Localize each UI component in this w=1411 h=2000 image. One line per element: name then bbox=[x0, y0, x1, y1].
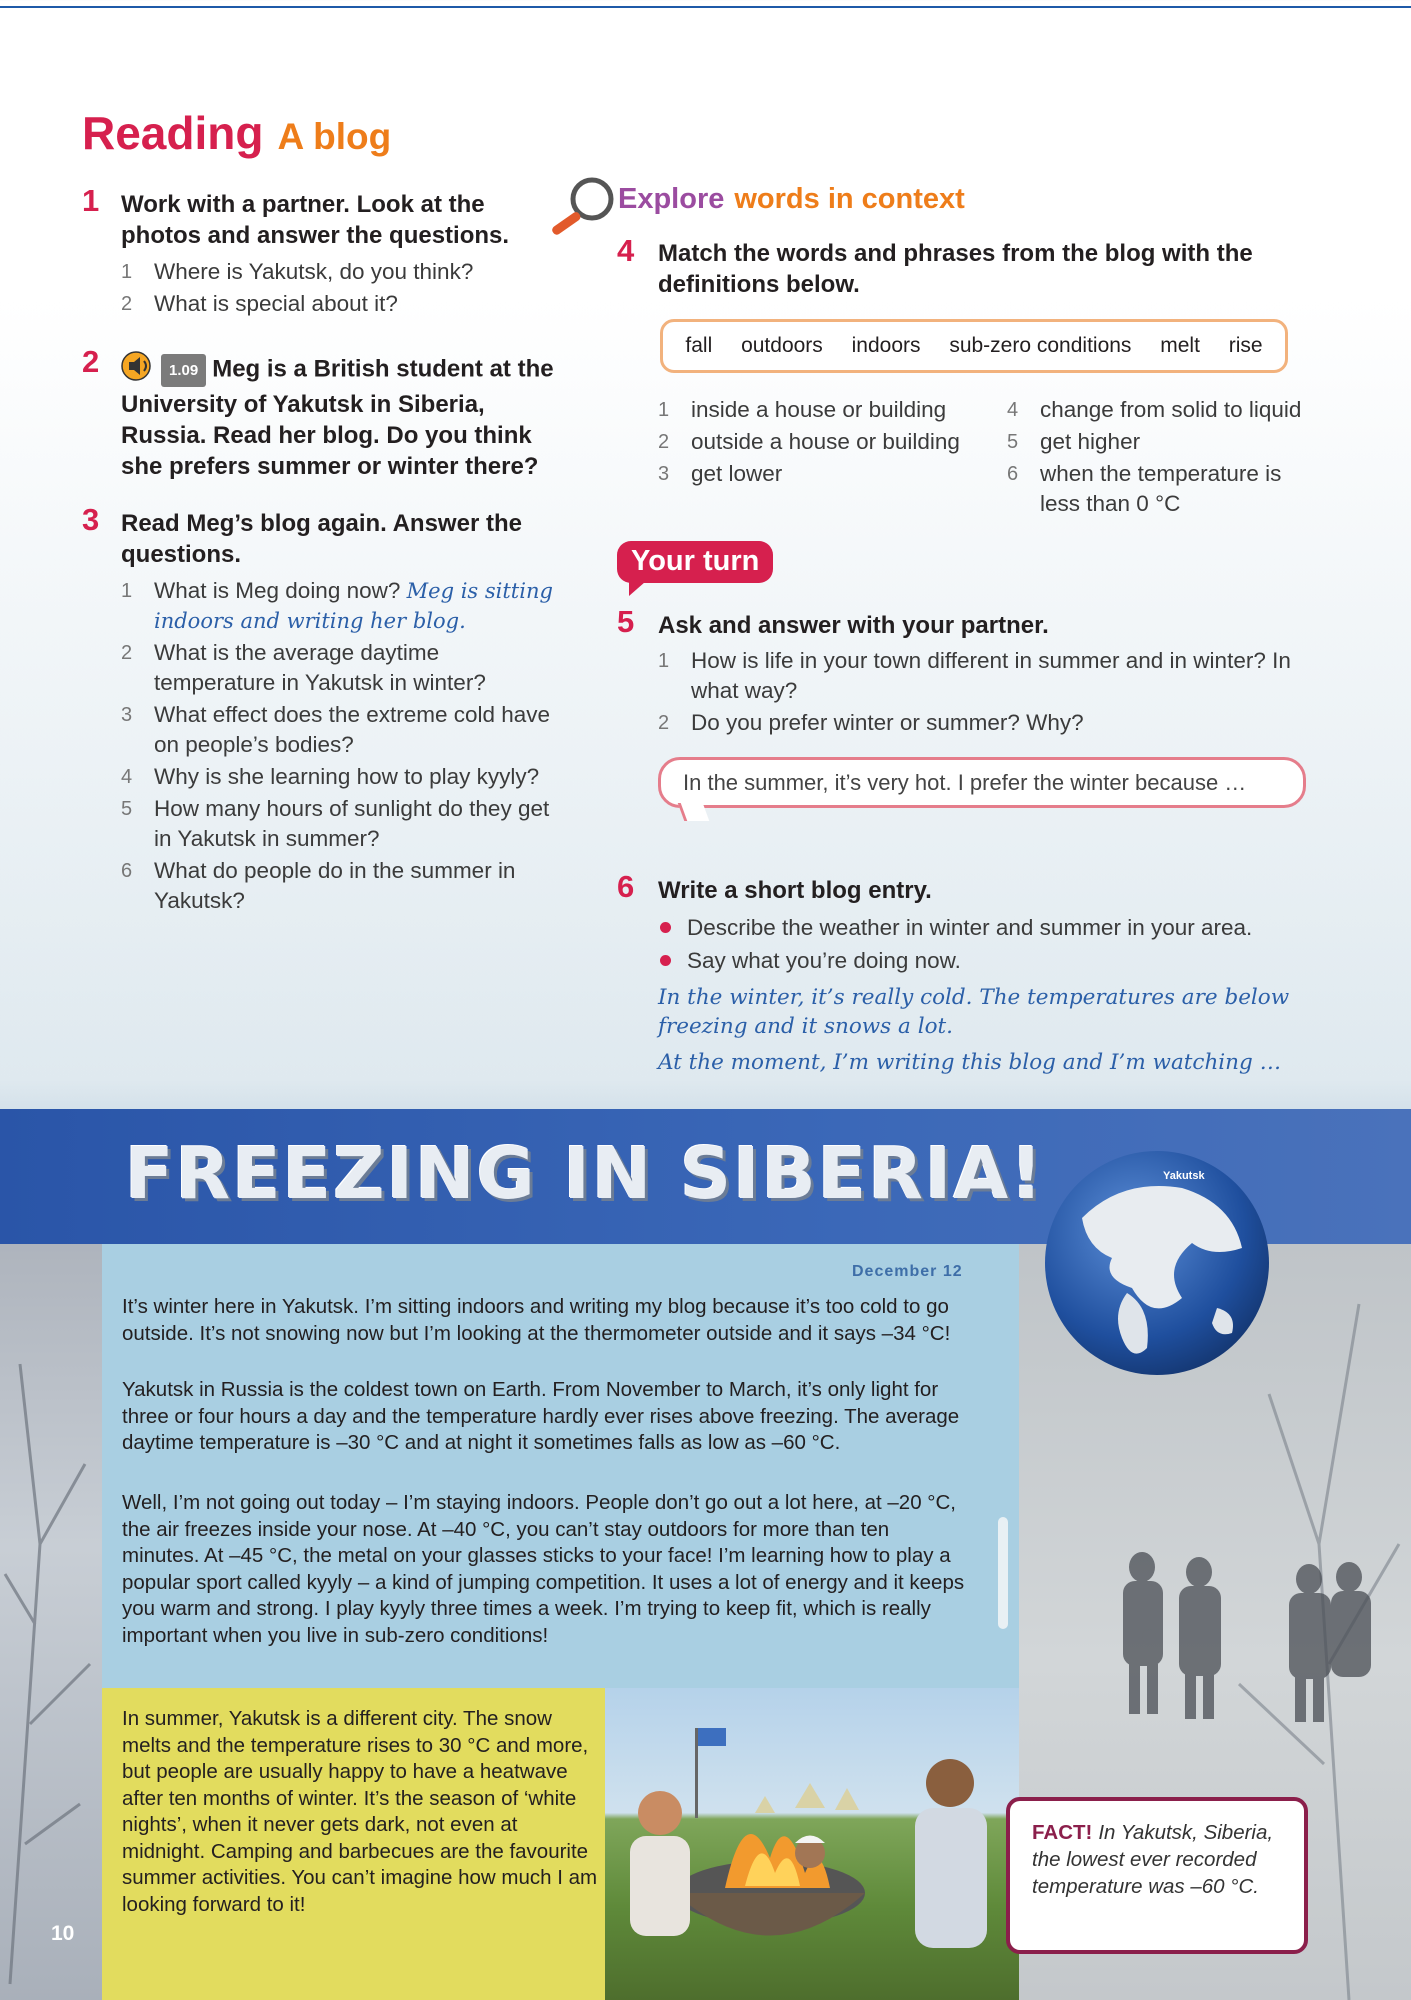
word-item: outdoors bbox=[741, 334, 823, 357]
speaker-icon[interactable] bbox=[121, 351, 157, 389]
blog-date: December 12 bbox=[852, 1263, 963, 1280]
ex4-instruction: Match the words and phrases from the blog with the definitions below. bbox=[658, 240, 1253, 298]
ex1-instruction: Work with a partner. Look at the photos and answer the questions. bbox=[121, 191, 510, 249]
word-box bbox=[660, 319, 1288, 373]
ex6-example-1: In the winter, it’s really cold. The temperatures are below freezing and it snows a lot. bbox=[658, 985, 1290, 1039]
blog-paragraph-3: Well, I’m not going out today – I’m staying indoors. People don’t go out a lot here, at –20 °C, the air freezes inside your nose. At –40 °C, you can’t stay outdoors for more than ten minutes. At –45 °C, the metal on your glasses sticks to your face! I’m learning how to play a popular sport called kyyly – a kind of jumping competition. It uses a lot of energy and it keeps you warm and strong. I play kyyly three times a week. I’m trying to keep fit, which is really important when you live in sub-zero conditions! bbox=[122, 1491, 965, 1647]
list-item: 3 get lower bbox=[658, 461, 783, 486]
explore-heading: Explore words in context bbox=[618, 183, 965, 215]
page-title bbox=[82, 106, 391, 160]
ex2-instruction: 1.09 Meg is a British student at the University of Yakutsk in Siberia, Russia. Read her blog. Do you think she prefers summer or winter there? bbox=[121, 351, 567, 482]
ex4-definitions-right bbox=[1007, 395, 1337, 521]
audio-track-badge: 1.09 bbox=[161, 354, 206, 387]
fact-box bbox=[1006, 1797, 1308, 1954]
ex1-number: 1 bbox=[82, 183, 100, 218]
list-item: 6 What do people do in the summer in Yakutsk? bbox=[121, 858, 516, 913]
list-item: 1 inside a house or building bbox=[658, 397, 947, 422]
ex5-number: 5 bbox=[617, 604, 635, 639]
ex6-example-2: At the moment, I’m writing this blog and I’m watching … bbox=[658, 1050, 1282, 1075]
blog-paragraph-1: It’s winter here in Yakutsk. I’m sitting indoors and writing my blog because it’s too cold to go outside. It’s not snowing now but I’m looking at the thermometer outside and it says –34 °C! bbox=[122, 1295, 951, 1345]
list-item: 5 How many hours of sunlight do they get in Yakutsk in summer? bbox=[121, 796, 550, 851]
ex6-number: 6 bbox=[617, 869, 635, 904]
word-item: indoors bbox=[851, 334, 921, 357]
list-item: 1 How is life in your town different in summer and in winter? In what way? bbox=[658, 648, 1291, 703]
summer-photo bbox=[605, 1688, 1019, 2000]
ex4-definitions-left bbox=[658, 395, 998, 491]
word-item: fall bbox=[685, 334, 713, 357]
list-item: 1 What is Meg doing now? Meg is sitting indoors and writing her blog. bbox=[121, 578, 553, 633]
your-turn-label: Your turn bbox=[617, 541, 773, 583]
ex1-questions bbox=[121, 257, 561, 321]
ex4-number: 4 bbox=[617, 233, 635, 268]
globe-label: Yakutsk bbox=[1163, 1170, 1205, 1182]
list-item: 4 change from solid to liquid bbox=[1007, 397, 1302, 422]
ex3-instruction: Read Meg’s blog again. Answer the questions. bbox=[121, 510, 522, 568]
blog-title: FREEZING IN SIBERIA! bbox=[125, 1132, 1045, 1215]
list-item: Say what you’re doing now. bbox=[658, 944, 1338, 977]
fact-text: In Yakutsk, Siberia, the lowest ever recorded temperature was –60 °C. bbox=[1032, 1821, 1274, 1898]
list-item: 4 Why is she learning how to play kyyly? bbox=[121, 764, 540, 789]
list-item: 2 What is the average daytime temperature in Yakutsk in winter? bbox=[121, 640, 486, 695]
ex2-number: 2 bbox=[82, 344, 100, 379]
ex3-questions bbox=[121, 576, 561, 918]
title-main: Reading bbox=[82, 107, 264, 159]
list-item: 2 outside a house or building bbox=[658, 429, 960, 454]
ex6-bullets bbox=[658, 911, 1338, 977]
winter-photo-left bbox=[0, 1244, 102, 2000]
globe-image bbox=[1042, 1148, 1272, 1383]
word-item: rise bbox=[1228, 334, 1263, 357]
blog-scrollbar[interactable] bbox=[998, 1517, 1008, 1629]
ex6-instruction: Write a short blog entry. bbox=[658, 877, 932, 904]
magnifier-icon bbox=[548, 175, 618, 250]
blog-paragraph-4: In summer, Yakutsk is a different city. The snow melts and the temperature rises to 30 °C and more, but people are usually happy to have a heatwave after ten months of winter. It’s the season of ‘white nights’, when it never gets dark, not even at midnight. Camping and barbecues are the favourite summer activities. You can’t imagine how much I am looking forward to it! bbox=[122, 1707, 598, 1916]
word-item: sub-zero conditions bbox=[949, 334, 1132, 357]
top-rule bbox=[0, 6, 1411, 8]
list-item: 1 Where is Yakutsk, do you think? bbox=[121, 259, 474, 284]
ex5-questions bbox=[658, 646, 1318, 740]
title-sub: A blog bbox=[277, 116, 392, 157]
list-item: 3 What effect does the extreme cold have on people’s bodies? bbox=[121, 702, 551, 757]
list-item: 2 What is special about it? bbox=[121, 291, 398, 316]
list-item: 6 when the temperature is less than 0 °C bbox=[1007, 461, 1282, 516]
speech-bubble: In the summer, it’s very hot. I prefer the winter because … bbox=[658, 757, 1306, 808]
ex3-number: 3 bbox=[82, 502, 100, 537]
list-item: Describe the weather in winter and summer in your area. bbox=[658, 911, 1338, 944]
page-number: 10 bbox=[51, 1922, 75, 1945]
word-item: melt bbox=[1160, 334, 1200, 357]
blog-paragraph-2: Yakutsk in Russia is the coldest town on Earth. From November to March, it’s only light for three or four hours a day and the temperature hardly ever rises above freezing. The average daytime temperature is –30 °C and at night it sometimes falls as low as –60 °C. bbox=[122, 1378, 960, 1454]
example-answer: Meg is sitting indoors and writing her blog. bbox=[154, 579, 553, 633]
list-item: 2 Do you prefer winter or summer? Why? bbox=[658, 710, 1084, 735]
ex5-instruction: Ask and answer with your partner. bbox=[658, 612, 1049, 639]
list-item: 5 get higher bbox=[1007, 429, 1141, 454]
fact-label: FACT! bbox=[1032, 1821, 1093, 1844]
